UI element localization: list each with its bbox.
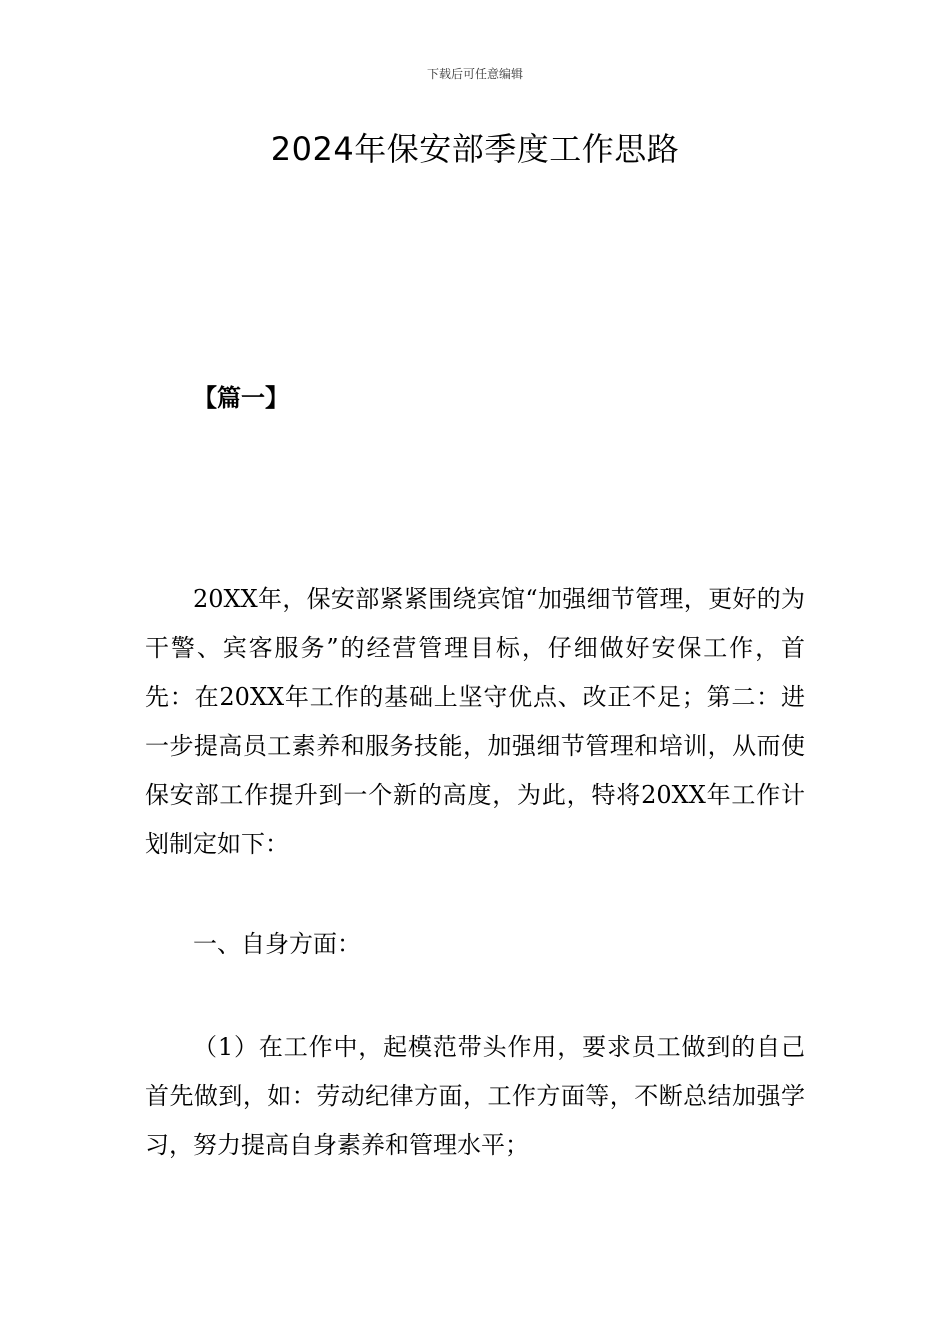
section-marker: 【篇一】 — [193, 383, 289, 412]
item-paragraph-1: （1）在工作中，起模范带头作用，要求员工做到的自己首先做到，如：劳动纪律方面，工作方面等，不断总结加强学习，努力提高自身素养和管理水平； — [145, 1033, 805, 1159]
document-title: 2024年保安部季度工作思路 — [270, 130, 680, 168]
intro-paragraph: 20XX年，保安部紧紧围绕宾馆“加强细节管理，更好的为干警、宾客服务”的经营管理目标，仔细做好安保工作，首先：在20XX年工作的基础上坚守优点、改正不足；第二：进一步提高员工素养和服务技能，加强细节管理和培训，从而使保安部工作提升到一个新的高度，为此，特将20XX年工作计划制定如下： — [145, 585, 805, 858]
header-note: 下载后可任意编辑 — [426, 67, 523, 81]
section-heading-self: 一、自身方面： — [193, 930, 361, 958]
